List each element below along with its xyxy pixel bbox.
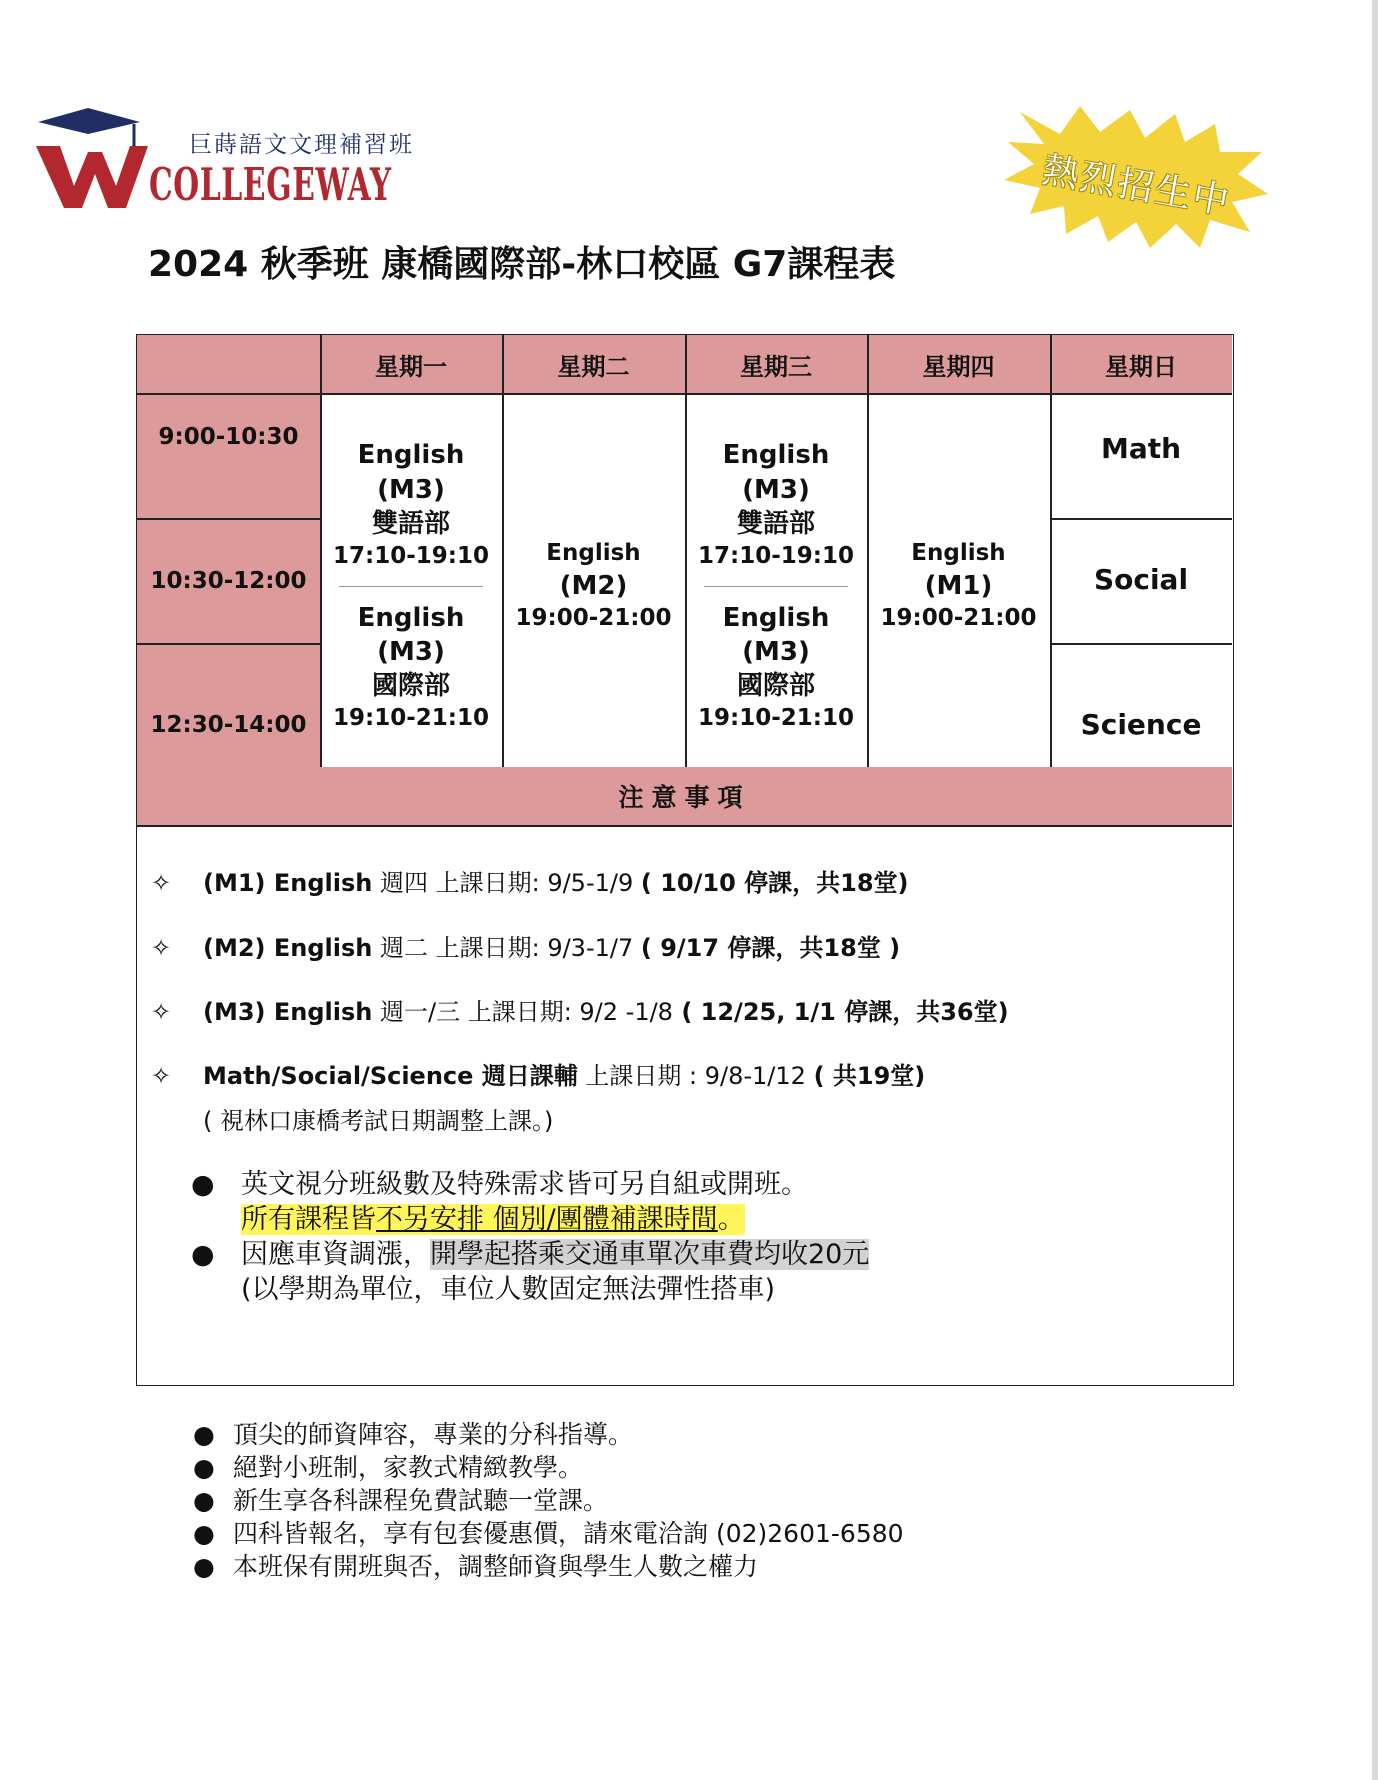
page-title: 2024 秋季班 康橋國際部-林口校區 G7課程表: [148, 244, 896, 285]
star-icon: ✧: [151, 869, 172, 897]
sunday-science: Science: [1050, 643, 1232, 767]
star-icon: ✧: [151, 1062, 172, 1090]
note-m2: [151, 928, 900, 963]
note-label: (M2) English: [203, 934, 373, 962]
grid-line: [1050, 518, 1232, 520]
list-item: [191, 1167, 869, 1237]
bullet-icon: ●: [191, 1239, 215, 1270]
header-corner: [137, 335, 320, 393]
wed-course-b: English (M3): [722, 602, 830, 667]
footer-list: [193, 1418, 904, 1583]
bullet-text-part: 所有課程皆: [241, 1204, 376, 1235]
note-label: (M3) English: [203, 998, 373, 1026]
note-text: 週二 上課日期: 9/3-1/7: [372, 934, 641, 962]
wed-time-a: 17:10-19:10: [698, 543, 854, 570]
bullet-text-part: 。: [717, 1204, 745, 1235]
note-bold: ( 10/10 停課，共18堂): [640, 869, 909, 897]
thu-time: 19:00-21:00: [880, 605, 1037, 632]
footer-text: 本班保有開班與否，調整師資與學生人數之權力: [233, 1552, 759, 1581]
bullet-text-highlight: [241, 1204, 745, 1235]
bullet-icon: ●: [193, 1552, 215, 1581]
note-m1: [151, 863, 908, 898]
wed-time-b: 19:10-21:10: [698, 705, 854, 732]
sunday-math: Math: [1050, 393, 1232, 518]
wed-divider: [704, 586, 848, 587]
logo-english-name: COLLEGEWAY: [149, 158, 392, 211]
header-day-mon: 星期一: [320, 335, 502, 393]
tuesday-cell: [502, 393, 685, 767]
note-bold: ( 9/17 停課，共18堂 ): [640, 934, 901, 962]
logo-chinese-name: 巨蒔語文文理補習班: [189, 132, 414, 158]
list-item: [193, 1451, 904, 1484]
grid-line: [1050, 335, 1052, 767]
notes-bullets: [191, 1167, 869, 1307]
bullet-text: 英文視分班級數及特殊需求皆可另自組或開班。: [241, 1169, 808, 1200]
time-slot-2: 10:30-12:00: [137, 518, 320, 643]
header-day-sun: 星期日: [1050, 335, 1232, 393]
note-sunday: [151, 1056, 925, 1091]
header-day-thu: 星期四: [867, 335, 1050, 393]
mon-course-a: English (M3): [357, 440, 465, 505]
list-item: [193, 1550, 904, 1583]
note-text: 週一/三 上課日期: 9/2 -1/8: [372, 998, 673, 1026]
header-day-tue: 星期二: [502, 335, 685, 393]
bullet-icon: ●: [191, 1169, 215, 1200]
note-text: 週四 上課日期: 9/5-1/9: [372, 869, 641, 897]
bullet-icon: ●: [193, 1420, 215, 1449]
wed-dept-a: 雙語部: [736, 508, 815, 539]
footer-text: 四科皆報名，享有包套優惠價，請來電洽詢 (02)2601-6580: [233, 1519, 904, 1548]
list-item: [193, 1484, 904, 1517]
grid-line: [137, 643, 320, 645]
bullet-text-highlight: 開學起搭乘交通車單次車費均收20元: [430, 1239, 870, 1270]
grid-line: [867, 335, 869, 767]
star-icon: ✧: [151, 998, 172, 1026]
header-day-wed: 星期三: [685, 335, 867, 393]
bullet-icon: ●: [193, 1519, 215, 1548]
grid-line: [137, 825, 1232, 827]
mon-dept-b: 國際部: [371, 671, 450, 702]
mon-dept-a: 雙語部: [371, 508, 450, 539]
burst-text: 熱烈招生中: [1039, 149, 1234, 224]
footer-text: 頂尖的師資陣容，專業的分科指導。: [233, 1420, 634, 1449]
bullet-icon: ●: [193, 1453, 215, 1482]
wednesday-cell: [685, 393, 867, 767]
mon-time-b: 19:10-21:10: [333, 705, 489, 732]
grid-line: [1050, 643, 1232, 645]
bullet-text: (以學期為單位，車位人數固定無法彈性搭車): [241, 1274, 776, 1305]
note-text: 上課日期 : 9/8-1/12: [577, 1062, 814, 1090]
footer-text: 新生享各科課程免費試聽一堂課。: [233, 1486, 609, 1515]
thu-course: English: [911, 540, 1006, 567]
enrollment-burst: [1000, 102, 1270, 252]
list-item: [193, 1517, 904, 1550]
grid-line: [502, 335, 504, 767]
tue-time: 19:00-21:00: [515, 605, 672, 632]
wed-dept-b: 國際部: [736, 671, 815, 702]
tue-level: (M2): [559, 570, 628, 601]
star-icon: ✧: [151, 934, 172, 962]
notes-header: 注意事項: [137, 767, 1232, 825]
monday-cell: [320, 393, 502, 767]
mon-divider: [339, 586, 483, 587]
mon-time-a: 17:10-19:10: [333, 543, 489, 570]
note-m3: [151, 992, 1009, 1027]
time-slot-3: 12:30-14:00: [137, 643, 320, 767]
list-item: [193, 1418, 904, 1451]
bullet-icon: ●: [193, 1486, 215, 1515]
bullet-text: 因應車資調漲，: [241, 1239, 430, 1270]
bullet-text-underlined: 不另安排 個別/團體補課時間: [376, 1204, 718, 1235]
grid-line: [685, 335, 687, 767]
tue-course: English: [546, 540, 641, 567]
collegeway-logo: [36, 108, 414, 213]
mon-course-b: English (M3): [357, 602, 465, 667]
page-edge: [1372, 0, 1378, 1780]
schedule-table: [136, 334, 1234, 1386]
list-item: [191, 1237, 869, 1307]
thursday-cell: [867, 393, 1050, 767]
note-bold: ( 共19堂): [813, 1062, 926, 1090]
note-bold: ( 12/25, 1/1 停課，共36堂): [672, 998, 1009, 1026]
footer-text: 絕對小班制，家教式精緻教學。: [233, 1453, 584, 1482]
time-slot-1: 9:00-10:30: [137, 393, 320, 518]
note-sunday-sub: ( 視林口康橋考試日期調整上課。): [203, 1107, 554, 1135]
grid-line: [137, 518, 320, 520]
sunday-social: Social: [1050, 518, 1232, 643]
grid-line: [320, 335, 322, 767]
thu-level: (M1): [924, 570, 993, 601]
note-label: Math/Social/Science 週日課輔: [203, 1062, 578, 1090]
wed-course-a: English (M3): [722, 440, 830, 505]
note-label: (M1) English: [203, 869, 373, 897]
